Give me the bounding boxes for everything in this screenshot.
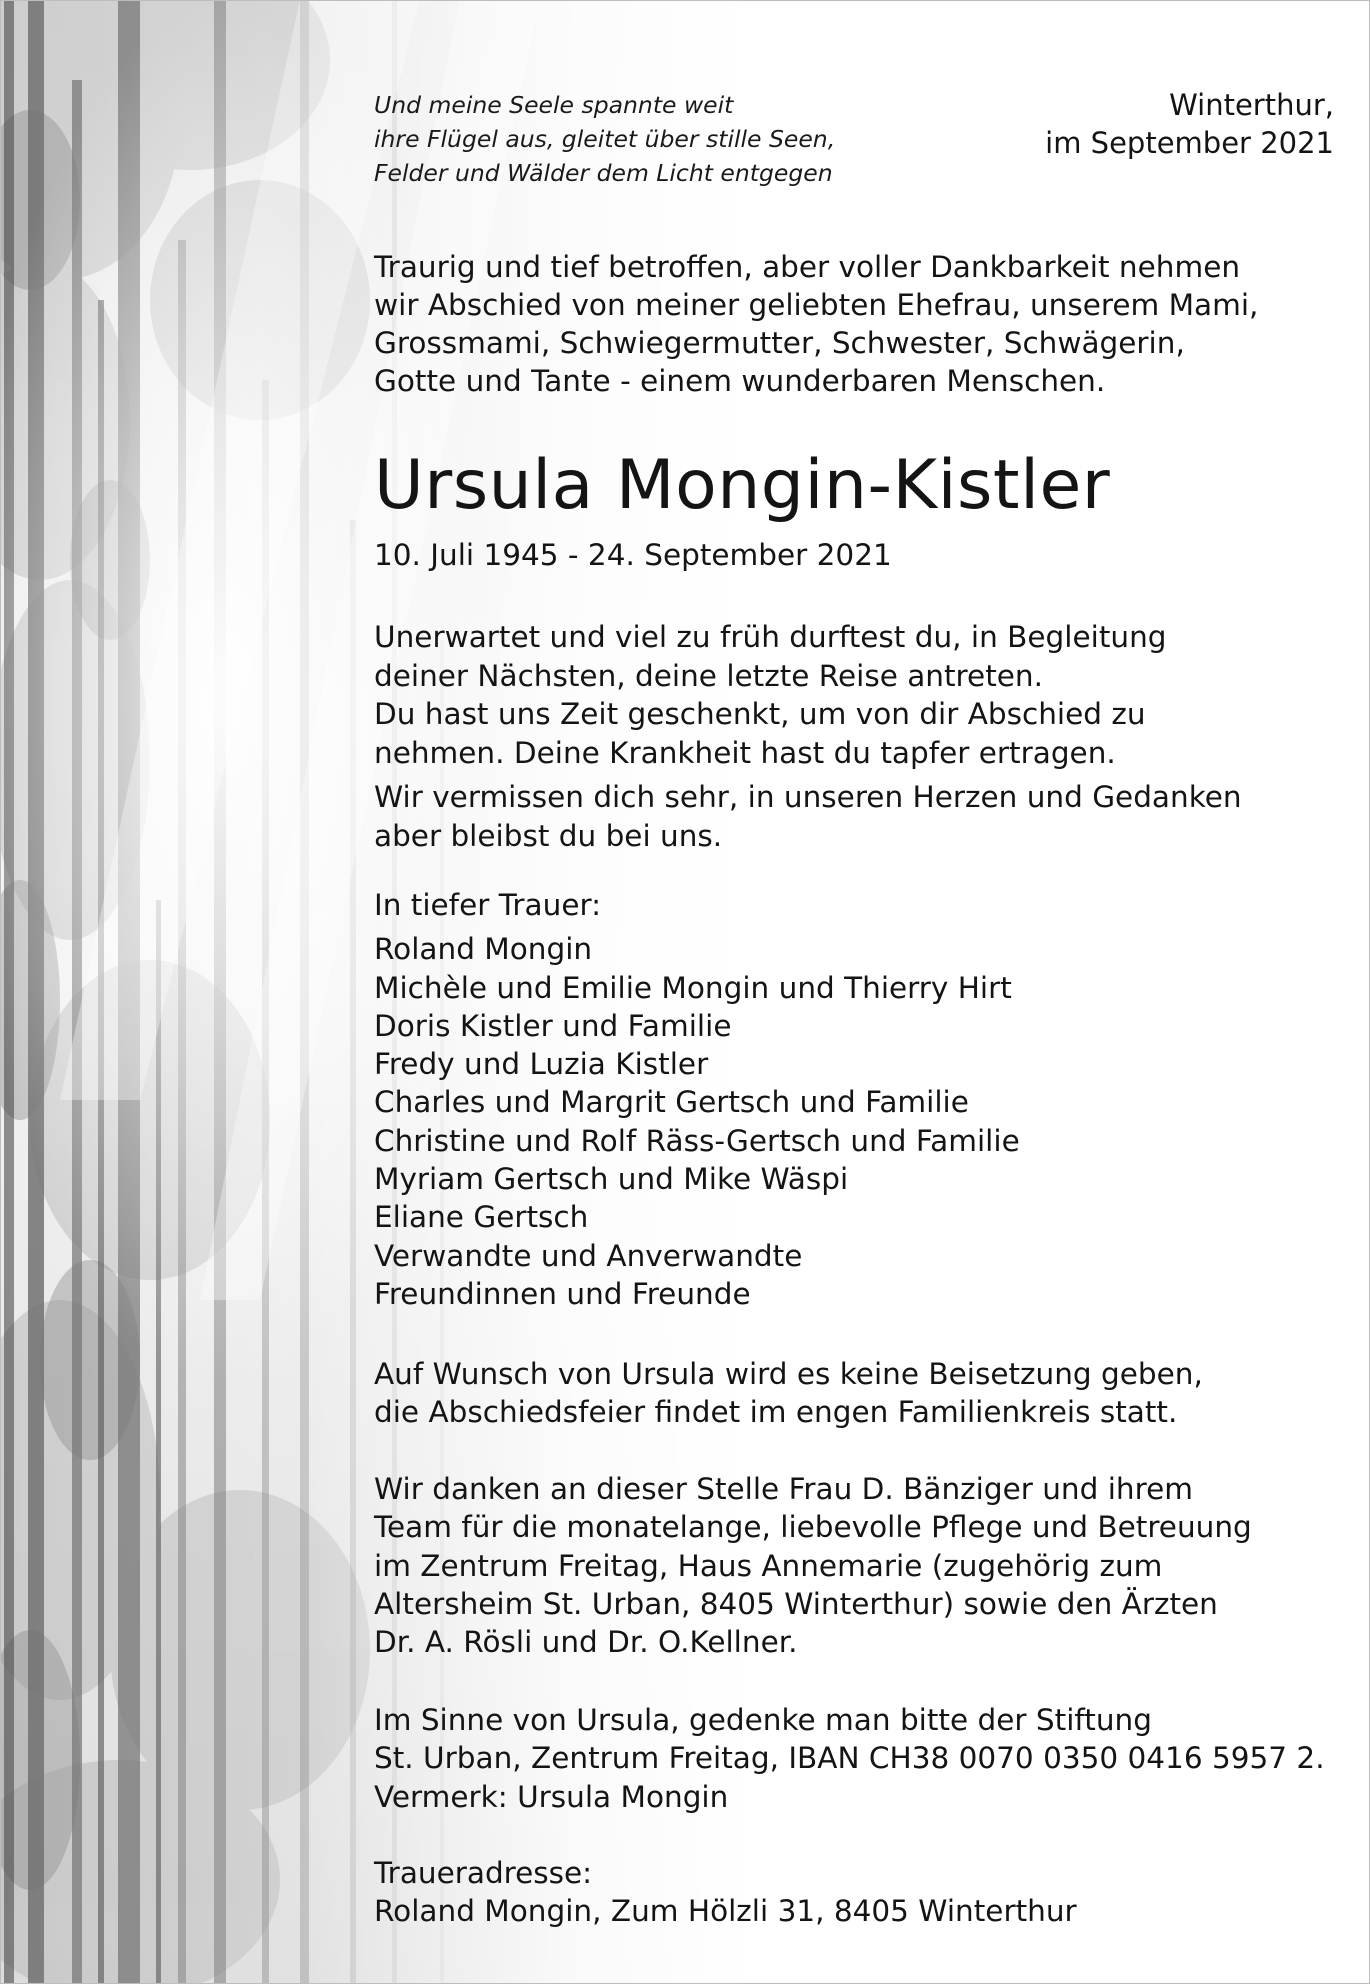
mourner-name: Fredy und Luzia Kistler: [374, 1047, 709, 1082]
funeral-note-line: die Abschiedsfeier findet im engen Familienkreis statt.: [374, 1395, 1178, 1430]
intro-line: Grossmami, Schwiegermutter, Schwester, Schwägerin,: [374, 326, 1185, 360]
mourner-name: Verwandte und Anverwandte: [374, 1238, 803, 1273]
intro-paragraph: [374, 248, 1258, 400]
donation-paragraph: [374, 1701, 1325, 1816]
mourner-name: Freundinnen und Freunde: [374, 1276, 751, 1311]
thanks-paragraph: [374, 1470, 1252, 1661]
thanks-line: Altersheim St. Urban, 8405 Winterthur) sowie den Ärzten: [374, 1586, 1218, 1621]
message-line: Du hast uns Zeit geschenkt, um von dir Abschied zu: [374, 697, 1146, 731]
deceased-name: Ursula Mongin-Kistler: [374, 446, 1111, 525]
donation-line: St. Urban, Zentrum Freitag, IBAN CH38 0070 0350 0416 5957 2.: [374, 1741, 1325, 1776]
mourner-name: Roland Mongin: [374, 932, 593, 967]
funeral-note: [374, 1355, 1203, 1432]
mourner-name: Christine und Rolf Räss-Gertsch und Familie: [374, 1123, 1020, 1158]
message-line: Wir vermissen dich sehr, in unseren Herzen und Gedanken: [374, 780, 1242, 814]
message-line: aber bleibst du bei uns.: [374, 818, 723, 853]
farewell-message: [374, 618, 1242, 855]
mourner-name: Doris Kistler und Familie: [374, 1008, 732, 1043]
address-line: Roland Mongin, Zum Hölzli 31, 8405 Winterthur: [374, 1894, 1077, 1929]
place: Winterthur,: [1169, 88, 1334, 122]
donation-line: Im Sinne von Ursula, gedenke man bitte der Stiftung: [374, 1703, 1152, 1737]
mourners-heading: In tiefer Trauer:: [374, 888, 602, 922]
mourning-address: [374, 1854, 1077, 1931]
intro-line: Traurig und tief betroffen, aber voller Dankbarkeit nehmen: [374, 250, 1241, 284]
date: im September 2021: [1045, 126, 1334, 160]
mourners-list: [374, 886, 1020, 1313]
poem-line: Felder und Wälder dem Licht entgegen: [374, 159, 833, 187]
life-dates: 10. Juli 1945 - 24. September 2021: [374, 538, 892, 572]
mourner-name: Michèle und Emilie Mongin und Thierry Hirt: [374, 970, 1012, 1005]
place-and-date: [934, 86, 1334, 162]
donation-line: Vermerk: Ursula Mongin: [374, 1779, 729, 1814]
mourner-name: Charles und Margrit Gertsch und Familie: [374, 1085, 969, 1120]
message-line: nehmen. Deine Krankheit hast du tapfer ertragen.: [374, 735, 1116, 770]
poem-quote: [374, 88, 934, 190]
poem-line: Und meine Seele spannte weit: [374, 91, 734, 119]
intro-line: Gotte und Tante - einem wunderbaren Menschen.: [374, 364, 1106, 398]
address-label: Traueradresse:: [374, 1856, 593, 1890]
thanks-line: Wir danken an dieser Stelle Frau D. Bänziger und ihrem: [374, 1472, 1193, 1506]
thanks-line: Team für die monatelange, liebevolle Pflege und Betreuung: [374, 1510, 1252, 1545]
poem-line: ihre Flügel aus, gleitet über stille Seen,: [374, 125, 836, 153]
message-line: deiner Nächsten, deine letzte Reise antreten.: [374, 658, 1043, 693]
mourner-name: Myriam Gertsch und Mike Wäspi: [374, 1162, 849, 1197]
mourner-name: Eliane Gertsch: [374, 1200, 589, 1235]
funeral-note-line: Auf Wunsch von Ursula wird es keine Beisetzung geben,: [374, 1357, 1203, 1391]
intro-line: wir Abschied von meiner geliebten Ehefrau, unserem Mami,: [374, 288, 1259, 322]
thanks-line: Dr. A. Rösli und Dr. O.Kellner.: [374, 1625, 798, 1660]
message-line: Unerwartet und viel zu früh durftest du, in Begleitung: [374, 620, 1167, 654]
thanks-line: im Zentrum Freitag, Haus Annemarie (zugehörig zum: [374, 1548, 1163, 1583]
